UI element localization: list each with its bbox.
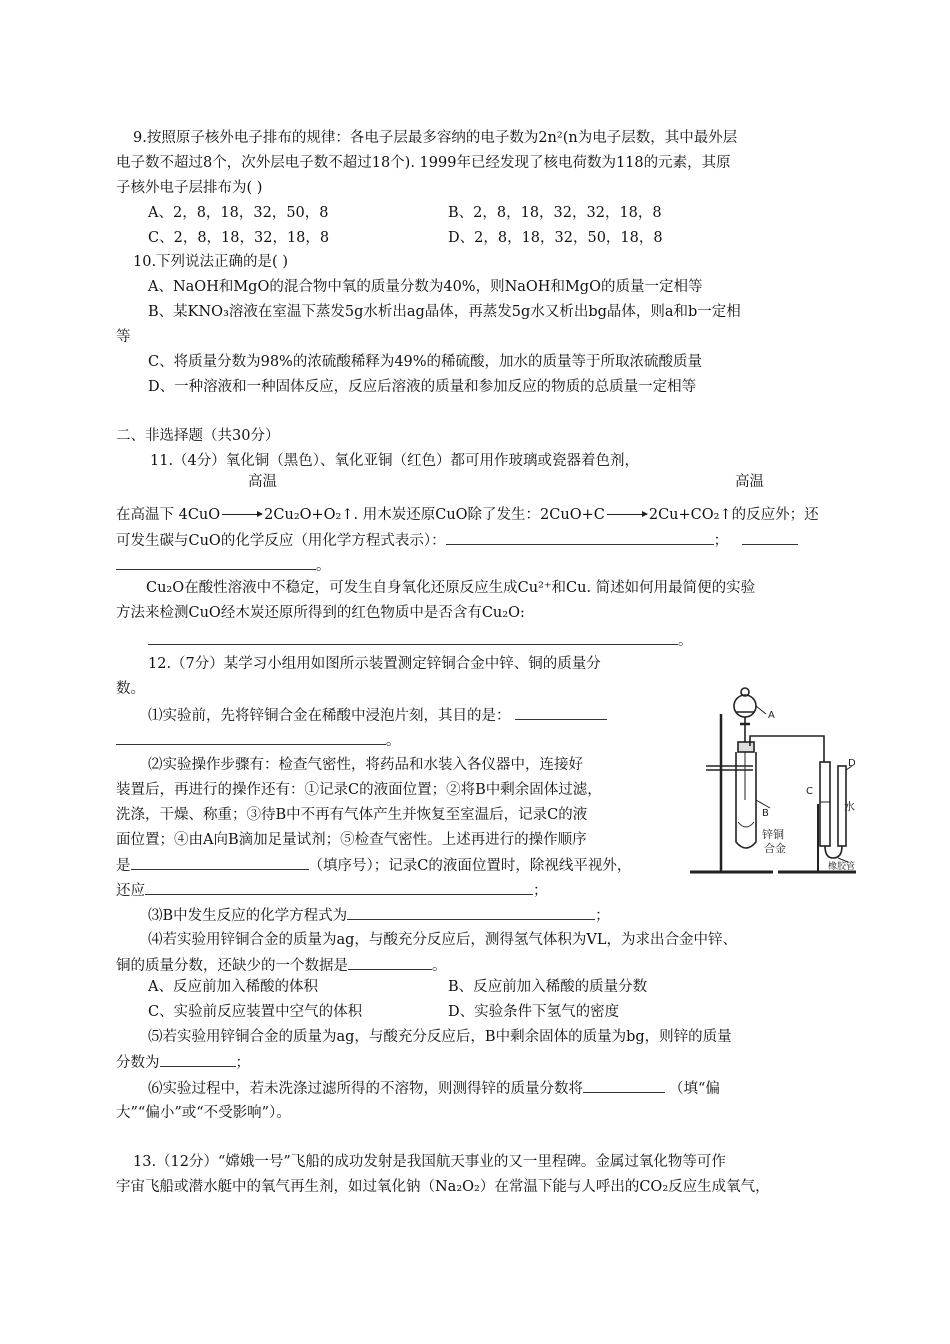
q12-part1-text: ⑴实验前，先将锌铜合金在稀酸中浸泡片刻，其目的是：: [148, 708, 511, 724]
rubber-tube: [825, 846, 842, 858]
q12-part4-option-a: A、反应前加入稀酸的体积: [148, 979, 318, 995]
q12-part6-text: ⑹实验过程中，若未洗涤过滤所得的不溶物，则测得锌的质量分数将: [148, 1081, 583, 1097]
reaction-arrow-2: [607, 514, 647, 515]
q12-part3-end: ；: [595, 908, 610, 924]
q12-part2-line4: 面位置；④由A向B滴加足量试剂；⑤检查气密性。上述再进行的操作顺序: [116, 832, 587, 848]
q11-line2: [116, 505, 819, 525]
q13-line1: 13.（12分）“嫦娥一号”飞船的成功发射是我国航天事业的又一里程碑。金属过氧化物等可作: [133, 1154, 726, 1170]
answer-blank-purpose-b[interactable]: [116, 730, 386, 745]
reaction-arrow-1: [222, 514, 262, 515]
q12-part2-line6-text: 还应: [116, 883, 145, 899]
q11-line4: [116, 555, 331, 576]
q12-line2: 数。: [116, 681, 145, 697]
q12-part1: [148, 705, 607, 726]
q12-part1-period: 。: [386, 733, 401, 749]
label-alloy-1: 锌铜: [762, 828, 784, 841]
label-rubber-tube: 橡胶管: [828, 862, 856, 872]
reaction-condition-1: 高温: [248, 474, 277, 490]
label-b: B: [762, 808, 769, 819]
label-a: A: [768, 710, 775, 721]
q9-option-a: A、2，8，18，32，50，8: [148, 205, 329, 221]
answer-blank-effect[interactable]: [583, 1078, 665, 1093]
label-alloy-2: 合金: [764, 842, 786, 855]
answer-blank-method[interactable]: [148, 630, 678, 645]
q9-option-c: C、2，8，18，32，18，8: [148, 230, 330, 246]
q9-line3: 子核外电子层排布为( ): [116, 180, 263, 196]
q12-part4-line2: [116, 955, 447, 976]
q12-part2-line6-end: ；: [533, 883, 548, 899]
q10-option-b-line2: 等: [116, 329, 131, 345]
alloy-pieces: [738, 822, 754, 827]
q12-part3-text: ⑶B中发生反应的化学方程式为: [148, 908, 348, 924]
q12-part4-option-c: C、实验前反应装置中空气的体积: [148, 1004, 363, 1020]
q10-option-a: A、NaOH和MgO的混合物中氧的质量分数为40%，则NaOH和MgO的质量一定相等: [148, 279, 703, 295]
q12-part5-line2: [116, 1052, 250, 1073]
q12-part2-line6: [116, 880, 548, 901]
q11-line1: 11.（4分）氧化铜（黑色）、氧化亚铜（红色）都可用作玻璃或瓷器着色剂，: [150, 453, 640, 469]
gas-tube: [750, 736, 824, 762]
q11-line2-part2: 2Cu₂O+O₂↑. 用木炭还原CuO除了发生：2CuO+C: [264, 507, 605, 523]
q12-part2-line5b: （填序号）；记录C的液面位置时，除视线平视外，: [308, 858, 632, 874]
q11-line2-part3: 2Cu+CO₂↑的反应外；还: [648, 507, 819, 523]
q12-part2-line3: 洗涤，干燥、称重；③待B中不再有气体产生并恢复至室温后，记录C的液: [116, 807, 588, 823]
q12-part4-line2-text: 铜的质量分数，还缺少的一个数据是: [116, 958, 348, 974]
q12-part2-line1: ⑵实验操作步骤有：检查气密性，将药品和水装入各仪器中，连接好: [148, 757, 583, 773]
reaction-condition-2: 高温: [735, 474, 764, 490]
q12-part2-line5: [116, 855, 631, 876]
q12-part6-line1-end: （填“偏: [669, 1081, 720, 1097]
q9-option-b: B、2，8，18，32，32，18，8: [448, 205, 662, 221]
answer-blank-purpose-a[interactable]: [515, 705, 607, 720]
apparatus-diagram: [688, 682, 858, 882]
q12-part3: [148, 905, 610, 926]
label-d: D: [848, 758, 856, 769]
label-line-b: [756, 800, 770, 808]
q12-part5-line2-text: 分数为: [116, 1055, 160, 1071]
q11-para2-line2: 方法来检测CuO经木炭还原所得到的红色物质中是否含有Cu₂O:: [116, 605, 525, 621]
q12-part4-line1: ⑷若实验用锌铜合金的质量为ag，与酸充分反应后，测得氢气体积为VL，为求出合金中锌、: [148, 932, 738, 948]
q10-option-b-line1: B、某KNO₃溶液在室温下蒸发5g水析出ag晶体，再蒸发5g水又析出bg晶体，则a和b一定相: [148, 304, 741, 320]
q12-line1: 12.（7分）某学习小组用如图所示装置测定锌铜合金中锌、铜的质量分: [148, 656, 601, 672]
funnel-bulb: [734, 695, 756, 717]
q9-option-d: D、2，8，18，32，50，18，8: [448, 230, 663, 246]
answer-blank-equation-1[interactable]: [446, 530, 714, 545]
q12-part1-line2: [116, 730, 401, 751]
q12-part4-line2-end: 。: [432, 958, 447, 974]
section-heading: 二、非选择题（共30分）: [116, 428, 280, 444]
label-line-a: [756, 706, 766, 714]
q12-part5-end: ；: [235, 1055, 250, 1071]
q10-stem: 10.下列说法正确的是( ): [133, 254, 288, 270]
answer-blank-missing-data[interactable]: [348, 955, 432, 970]
q11-semicolon: ；: [713, 533, 729, 549]
q12-part6-line2: 大”“偏小”或“不受影响”）。: [116, 1105, 291, 1121]
stopper-b: [738, 742, 754, 752]
answer-blank-zinc-fraction[interactable]: [160, 1052, 236, 1067]
q10-option-d: D、一种溶液和一种固体反应，反应后溶液的质量和参加反应的物质的总质量一定相等: [148, 379, 697, 395]
label-water: 水: [844, 800, 855, 813]
answer-blank-equation-2b[interactable]: [116, 555, 316, 570]
q12-part6-line1: [148, 1078, 720, 1099]
q11-para2-line1: Cu₂O在酸性溶液中不稳定，可发生自身氧化还原反应生成Cu²⁺和Cu. 简述如何用最简便的实验: [146, 580, 756, 596]
q11-line3: [116, 530, 798, 551]
q11-para2-period: 。: [678, 633, 693, 649]
answer-blank-order[interactable]: [131, 855, 309, 870]
q12-part4-option-d: D、实验条件下氢气的密度: [448, 1004, 620, 1020]
q12-part2-line2: 装置后，再进行的操作还有：①记录C的液面位置；②将B中剩余固体过滤，: [116, 782, 602, 798]
q11-line3-text: 可发生碳与CuO的化学反应（用化学方程式表示）：: [116, 533, 446, 549]
q12-part5-line1: ⑸若实验用锌铜合金的质量为ag，与酸充分反应后，B中剩余固体的质量为bg，则锌的质量: [148, 1029, 732, 1045]
label-c: C: [806, 786, 813, 797]
q12-part4-option-b: B、反应前加入稀酸的质量分数: [448, 979, 648, 995]
q10-option-c: C、将质量分数为98%的浓硫酸稀释为49%的稀硫酸，加水的质量等于所取浓硫酸质量: [148, 354, 703, 370]
answer-blank-equation-b[interactable]: [347, 905, 595, 920]
q11-period: 。: [316, 558, 331, 574]
q11-para2-line3: [148, 630, 693, 651]
burette-c: [820, 762, 830, 846]
q13-line2: 宇宙飞船或潜水艇中的氧气再生剂，如过氧化钠（Na₂O₂）在常温下能与人呼出的CO₂反应生成氧气，: [116, 1179, 770, 1195]
q12-part2-line5a: 是: [116, 858, 131, 874]
q11-line2-part1: 在高温下 4CuO: [116, 507, 221, 523]
q9-line1: 9.按照原子核外电子排布的规律：各电子层最多容纳的电子数为2n²(n为电子层数，其中最外层: [133, 130, 738, 146]
answer-blank-equation-2a[interactable]: [742, 530, 798, 545]
q9-line2: 电子数不超过8个，次外层电子数不超过18个). 1999年已经发现了核电荷数为118的元素，其原: [116, 155, 731, 171]
answer-blank-reading[interactable]: [145, 880, 533, 895]
